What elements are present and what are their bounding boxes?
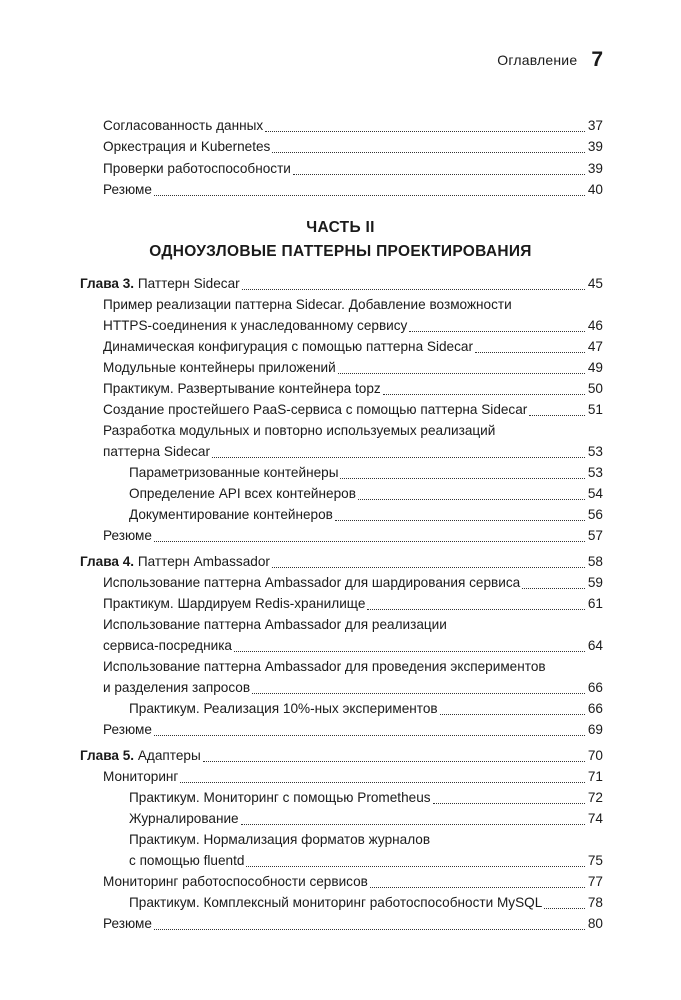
toc-entry-text: Определение API всех контейнеров: [129, 486, 356, 501]
toc-page-number: 71: [587, 769, 603, 784]
toc-entry-title: [103, 422, 495, 440]
toc-entry-text: Динамическая конфигурация с помощью паттерна Sidecar: [103, 339, 473, 354]
toc-entry-title: [103, 160, 291, 178]
toc-entry-text: Согласованность данных: [103, 118, 264, 133]
dot-leader: [154, 194, 585, 196]
toc-entry-title: [103, 380, 381, 398]
toc-entry: [0, 831, 603, 850]
toc-page-number: 39: [587, 161, 603, 176]
dot-leader: [522, 587, 585, 589]
dot-leader: [246, 865, 585, 867]
toc-entry-title: [103, 117, 263, 135]
dot-leader: [383, 393, 585, 395]
toc-page-number: 47: [587, 339, 603, 354]
toc-entry: [0, 873, 603, 892]
toc-entry-title: [103, 401, 527, 419]
toc-entry-text: Пример реализации паттерна Sidecar. Добавление возможности: [103, 297, 512, 312]
toc-entry-title: [103, 658, 546, 676]
toc-page-number: 75: [587, 853, 603, 868]
toc-entry-title: [129, 700, 438, 718]
dot-leader: [440, 713, 585, 715]
toc-page-number: 58: [587, 554, 603, 569]
dot-leader: [154, 734, 585, 736]
toc-entry: [0, 117, 603, 136]
toc-entry: [0, 443, 603, 462]
toc-entry: [0, 464, 603, 483]
toc-entry-title: [103, 443, 210, 461]
toc-entry-title: [129, 789, 431, 807]
toc-entry: [0, 637, 603, 656]
dot-leader: [293, 173, 585, 175]
part-number: ЧАСТЬ II: [306, 219, 375, 236]
toc-entry-text: Проверки работоспособности: [103, 161, 291, 176]
toc-entry-text: Резюме: [103, 916, 152, 931]
toc-entry-title: [103, 296, 512, 314]
toc-entry-title: [129, 894, 542, 912]
toc-entry-text: Использование паттерна Ambassador для проведения экспериментов: [103, 659, 546, 674]
toc-entry-title: [103, 637, 232, 655]
toc-entry: [0, 317, 603, 336]
toc-entry: [0, 422, 603, 441]
toc-entry-text: Оркестрация и Kubernetes: [103, 139, 271, 154]
dot-leader: [180, 781, 585, 783]
dot-leader: [242, 288, 585, 290]
running-header: [470, 44, 603, 76]
toc-entry-title: [103, 338, 473, 356]
dot-leader: [272, 151, 585, 153]
toc-page-number: 45: [587, 276, 603, 291]
toc-page-number: 51: [587, 402, 603, 417]
toc-page-number: 74: [587, 811, 603, 826]
dot-leader: [154, 540, 585, 542]
toc-entry-text: Документирование контейнеров: [129, 507, 333, 522]
toc-entry: [0, 595, 603, 614]
dot-leader: [265, 130, 585, 132]
toc-entry-title: [103, 915, 152, 933]
toc-entry-text: Адаптеры: [137, 748, 201, 763]
toc-entry: [0, 658, 603, 677]
toc-entry: [0, 810, 603, 829]
toc-entry-text: Разработка модульных и повторно используемых реализаций: [103, 423, 496, 438]
toc-entry-text: паттерна Sidecar: [103, 444, 210, 459]
part-title: ОДНОУЗЛОВЫЕ ПАТТЕРНЫ ПРОЕКТИРОВАНИЯ: [149, 243, 532, 260]
dot-leader: [252, 692, 585, 694]
toc-entry-text: Практикум. Мониторинг с помощью Prometheus: [129, 790, 431, 805]
dot-leader: [272, 566, 585, 568]
toc-entry-text: Паттерн Ambassador: [137, 554, 270, 569]
toc-entry-text: Параметризованные контейнеры: [129, 465, 339, 480]
toc-entry: [0, 380, 603, 399]
toc-page-number: 57: [587, 528, 603, 543]
toc-entry-title: [103, 527, 152, 545]
running-header-title: Оглавление: [497, 52, 578, 68]
toc-entry: [0, 181, 603, 200]
toc-entry-title: [129, 852, 244, 870]
toc-entry: [0, 359, 603, 378]
dot-leader: [203, 760, 585, 762]
toc-entry-text: Практикум. Нормализация форматов журналов: [129, 832, 431, 847]
toc-entry-title: [103, 616, 447, 634]
toc-entry-text: Мониторинг: [103, 769, 179, 784]
toc-page-number: 53: [587, 465, 603, 480]
toc-entry: [0, 574, 603, 593]
toc-entry: [0, 506, 603, 525]
toc-entry-text: Резюме: [103, 182, 152, 197]
toc-entry-title: [103, 138, 270, 156]
toc-page-number: 69: [587, 722, 603, 737]
toc-entry: [0, 616, 603, 635]
toc-entry: [0, 296, 603, 315]
toc-page-number: 77: [587, 874, 603, 889]
toc-entry: [0, 768, 603, 787]
toc-entry: [0, 679, 603, 698]
toc-entry: [0, 485, 603, 504]
toc-entry-title: [103, 679, 250, 697]
dot-leader: [433, 802, 585, 804]
toc-entry-title: [103, 359, 336, 377]
dot-leader: [335, 519, 585, 521]
toc-page-number: 66: [587, 701, 603, 716]
toc-entry-text: Паттерн Sidecar: [137, 276, 240, 291]
toc-entry-title: [129, 506, 333, 524]
toc-entry-title: [103, 574, 520, 592]
toc-entry-text: Практикум. Реализация 10%-ных экспериментов: [129, 701, 438, 716]
dot-leader: [212, 456, 585, 458]
toc-entry: [0, 789, 603, 808]
toc-entry-title: [129, 831, 430, 849]
toc-entry-title: [103, 317, 407, 335]
toc-entry-text: Модульные контейнеры приложений: [103, 360, 336, 375]
dot-leader: [370, 886, 585, 888]
toc-entry-title: [80, 747, 201, 765]
toc-entry-text: Использование паттерна Ambassador для шардирования сервиса: [103, 575, 521, 590]
toc-page-number: 59: [587, 575, 603, 590]
toc-page-number: 56: [587, 507, 603, 522]
toc-entry-text: Резюме: [103, 528, 152, 543]
toc-page-number: 54: [587, 486, 603, 501]
dot-leader: [358, 498, 585, 500]
toc-page-number: 64: [587, 638, 603, 653]
toc-page-number: 50: [587, 381, 603, 396]
toc-entry: [0, 894, 603, 913]
chapter-label: Глава 5.: [80, 748, 135, 763]
toc-chapter-entry: [0, 275, 603, 294]
toc-entry-text: и разделения запросов: [103, 680, 251, 695]
toc-entry-text: сервиса-посредника: [103, 638, 232, 653]
dot-leader: [338, 372, 585, 374]
chapter-label: Глава 3.: [80, 276, 135, 291]
toc-page-number: 40: [587, 182, 603, 197]
dot-leader: [340, 477, 585, 479]
toc-entry: [0, 527, 603, 546]
dot-leader: [544, 907, 585, 909]
toc-entry-title: [129, 810, 239, 828]
toc-entry: [0, 852, 603, 871]
toc-entry-text: Практикум. Развертывание контейнера topz: [103, 381, 381, 396]
toc-page-number: 80: [587, 916, 603, 931]
toc-page-number: 49: [587, 360, 603, 375]
toc-entry-title: [103, 873, 368, 891]
toc-entry: [0, 138, 603, 157]
toc-entry-text: HTTPS-соединения к унаследованному сервису: [103, 318, 408, 333]
toc-page-number: 46: [587, 318, 603, 333]
toc-entry: [0, 160, 603, 179]
toc-page-number: 72: [587, 790, 603, 805]
toc-chapter-entry: [0, 747, 603, 766]
toc-entry-title: [103, 721, 152, 739]
toc-entry: [0, 700, 603, 719]
toc-entry-title: [103, 595, 365, 613]
toc-entry-text: Практикум. Комплексный мониторинг работоспособности MySQL: [129, 895, 543, 910]
toc-entry-text: Использование паттерна Ambassador для реализации: [103, 617, 447, 632]
toc-page-number: 66: [587, 680, 603, 695]
dot-leader: [241, 823, 585, 825]
toc-page-number: 61: [587, 596, 603, 611]
toc-entry-text: Резюме: [103, 722, 152, 737]
toc-page-number: 53: [587, 444, 603, 459]
toc-entry-text: Мониторинг работоспособности сервисов: [103, 874, 368, 889]
toc-entry-text: Практикум. Шардируем Redis-хранилище: [103, 596, 366, 611]
toc-entry: [0, 401, 603, 420]
dot-leader: [234, 650, 585, 652]
dot-leader: [367, 608, 585, 610]
toc-entry-title: [129, 485, 356, 503]
toc-page-number: 78: [587, 895, 603, 910]
toc-page-number: 70: [587, 748, 603, 763]
toc-entry-title: [103, 768, 178, 786]
toc-entry-title: [129, 464, 338, 482]
dot-leader: [529, 414, 585, 416]
dot-leader: [409, 330, 585, 332]
toc-page-number: 39: [587, 139, 603, 154]
toc-page-number: 37: [587, 118, 603, 133]
toc-entry-title: [80, 553, 270, 571]
toc-entry-text: Журналирование: [129, 811, 239, 826]
toc-entry: [0, 915, 603, 934]
toc-entry: [0, 721, 603, 740]
chapter-label: Глава 4.: [80, 554, 135, 569]
page-number: 7: [591, 48, 603, 71]
toc-entry-text: с помощью fluentd: [129, 853, 245, 868]
dot-leader: [475, 351, 585, 353]
toc-entry-title: [103, 181, 152, 199]
toc-entry-text: Создание простейшего PaaS-сервиса с помощью паттерна Sidecar: [103, 402, 528, 417]
toc-chapter-entry: [0, 553, 603, 572]
dot-leader: [154, 928, 585, 930]
toc-entry-title: [80, 275, 240, 293]
toc-entry: [0, 338, 603, 357]
